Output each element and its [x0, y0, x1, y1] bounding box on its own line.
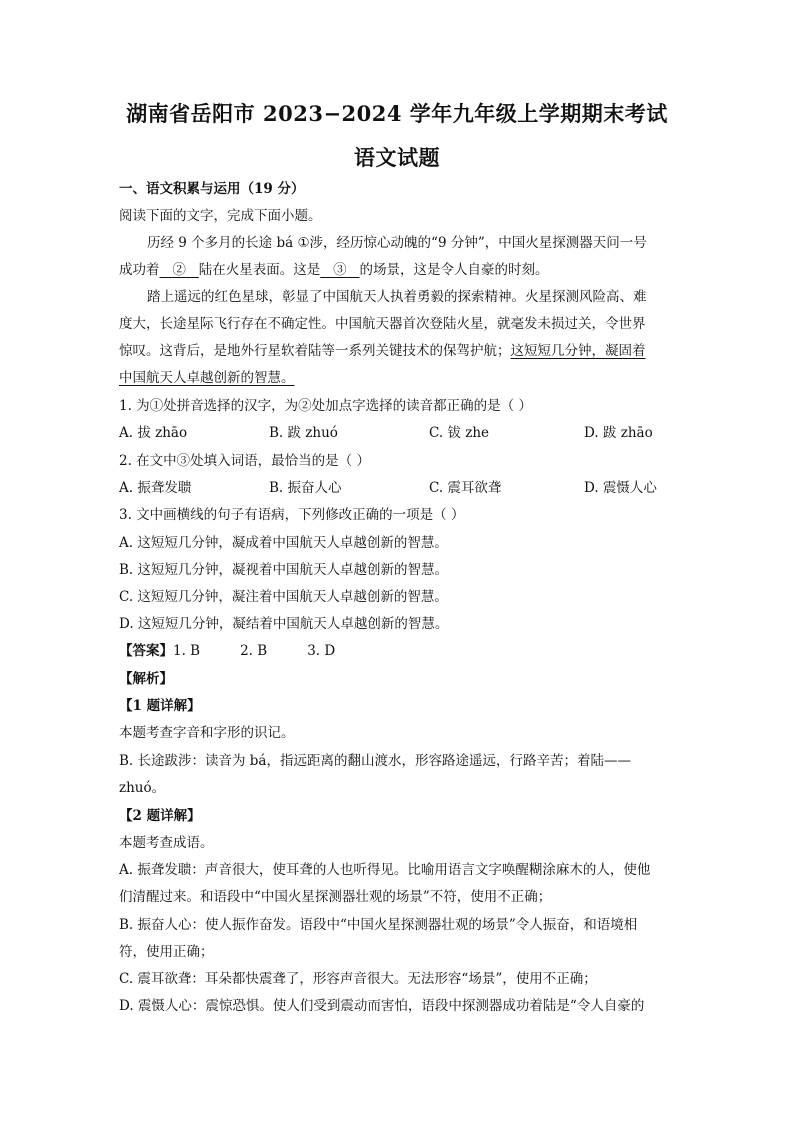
document-title: 湖南省岳阳市 2023−2024 学年九年级上学期期末考试	[126, 101, 668, 126]
question-2-stem: 2. 在文中③处填入词语，最恰当的是（ ）	[119, 453, 370, 469]
option-a: A. 拔 zhāo	[119, 425, 188, 441]
detail-text: 本题考查成语。	[119, 835, 214, 851]
passage-line: 惊叹。这背后，是地外行星软着陆等一系列关键技术的保驾护航；这短短几分钟，凝固着	[119, 343, 646, 359]
option-d: D. 震慑人心	[584, 480, 657, 496]
detail-text: A. 振聋发聩：声音很大，使耳聋的人也听得见。比喻用语言文字唤醒糊涂麻木的人，使他	[119, 862, 651, 878]
option-b: B. 振奋人心	[269, 480, 342, 496]
option-c: C. 钹 zhe	[429, 425, 490, 441]
detail-text: 符，使用正确；	[119, 944, 214, 960]
blank-3: ③	[333, 262, 347, 278]
answer-label: 【答案】	[119, 643, 173, 659]
passage-line	[119, 369, 679, 388]
detail-text: zhuó。	[119, 780, 166, 796]
option-c: C. 这短短几分钟，凝注着中国航天人卓越创新的智慧。	[119, 589, 448, 605]
underlined-sentence: 这短短几分钟，凝固着	[510, 343, 646, 359]
detail-text: B. 长途跋涉：读音为 bá，指远距离的翻山渡水，形容路途遥远，行路辛苦；着陆——	[119, 753, 631, 769]
passage-line: 历经 9 个多月的长途 bá ①涉，经历惊心动魄的“9 分钟”，中国火星探测器天问一号	[147, 235, 647, 251]
detail-text: D. 震慑人心：震惊恐惧。使人们受到震动而害怕，语段中探测器成功着陆是“令人自豪的	[119, 998, 645, 1014]
analysis-label: 【解析】	[119, 671, 173, 687]
question-3-stem: 3. 文中画横线的句子有语病，下列修改正确的一项是（ ）	[119, 507, 465, 523]
option-a: A. 振聋发聩	[119, 480, 192, 496]
detail-1-label: 【1 题详解】	[119, 698, 201, 714]
underlined-sentence: 中国航天人卓越创新的智慧。	[119, 370, 295, 386]
option-b: B. 这短短几分钟，凝视着中国航天人卓越创新的智慧。	[119, 562, 449, 578]
option-a: A. 这短短几分钟，凝成着中国航天人卓越创新的智慧。	[119, 535, 448, 551]
answer-line	[119, 642, 679, 661]
answer-1: 1. B	[173, 643, 201, 659]
option-c: C. 震耳欲聋	[429, 480, 502, 496]
passage-line: 度大，长途星际飞行存在不确定性。中国航天器首次登陆火星，就毫发未损过关，令世界	[119, 316, 646, 332]
detail-text: 本题考查字音和字形的识记。	[119, 725, 295, 741]
question-2-options	[119, 479, 679, 498]
detail-text: C. 震耳欲聋：耳朵都快震聋了，形容声音很大。无法形容“场景”，使用不正确；	[119, 971, 597, 987]
detail-text: 们清醒过来。和语段中“中国火星探测器壮观的场景”不符，使用不正确；	[119, 889, 552, 905]
option-b: B. 跋 zhuó	[269, 425, 338, 441]
answer-3: 3. D	[307, 643, 336, 659]
question-1-options	[119, 424, 679, 443]
section-heading: 一、语文积累与运用（19 分）	[119, 181, 305, 197]
answer-2: 2. B	[240, 643, 268, 659]
passage-line: 成功着 ② 陆在火星表面。这是 ③ 的场景，这是令人自豪的时刻。	[119, 262, 549, 278]
instruction-text: 阅读下面的文字，完成下面小题。	[119, 208, 322, 224]
option-d: D. 跋 zhāo	[584, 425, 653, 441]
detail-text: B. 振奋人心：使人振作奋发。语段中“中国火星探测器壮观的场景”令人振奋，和语境相	[119, 917, 638, 933]
detail-2-label: 【2 题详解】	[119, 808, 201, 824]
blank-2: ②	[172, 262, 186, 278]
question-1-stem: 1. 为①处拼音选择的汉字，为②处加点字选择的读音都正确的是（ ）	[119, 398, 532, 414]
passage-line: 踏上遥远的红色星球，彰显了中国航天人执着勇毅的探索精神。火星探测风险高、难	[147, 289, 647, 305]
document-subtitle: 语文试题	[354, 145, 440, 170]
option-d: D. 这短短几分钟，凝结着中国航天人卓越创新的智慧。	[119, 616, 449, 632]
